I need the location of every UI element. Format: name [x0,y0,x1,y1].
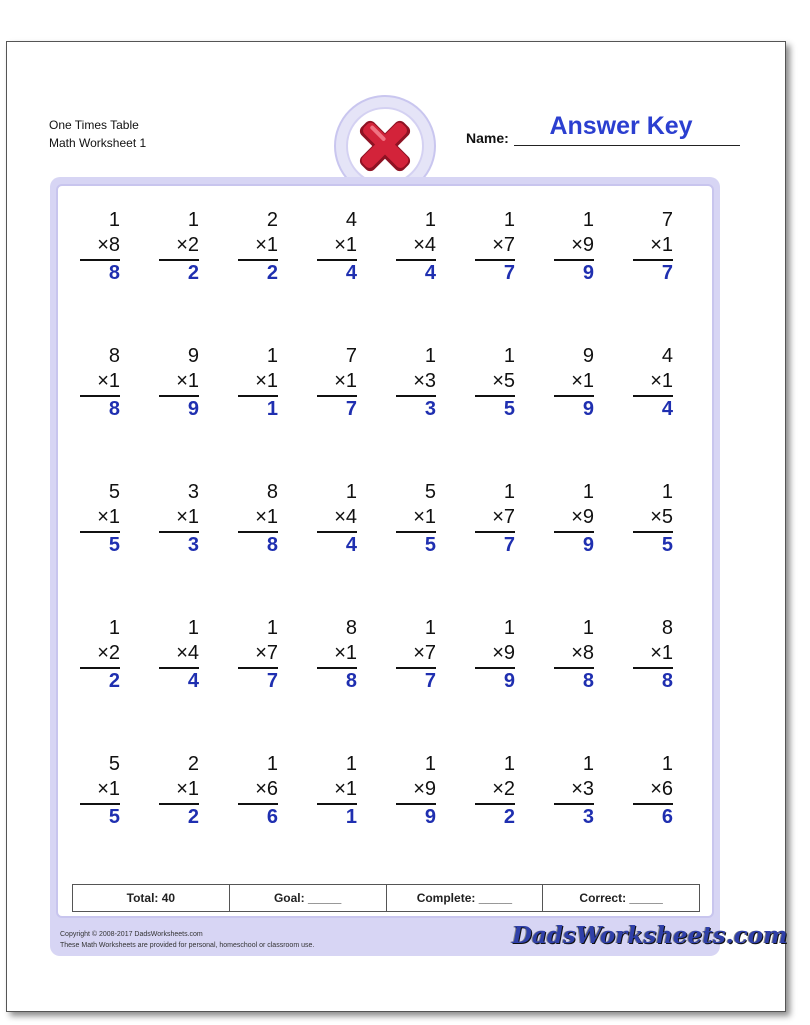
problem-operator: ×1 [255,234,278,256]
problem-top: 1 [187,209,199,231]
problem [317,344,357,422]
problem-top: 7 [661,209,673,231]
name-field-line [514,145,740,146]
problem-answer: 5 [475,395,515,422]
problem-operator: ×3 [413,370,436,392]
problem-operator: ×9 [413,778,436,800]
goal-cell: Goal: _____ [230,885,387,911]
problem-answer: 3 [554,803,594,830]
problem-operator: ×1 [650,234,673,256]
problem-operator: ×2 [176,234,199,256]
problem-operator: ×4 [176,642,199,664]
problem [159,616,199,694]
problem [475,616,515,694]
problem [475,480,515,558]
problem-answer: 2 [238,259,278,286]
problem [633,208,673,286]
problem-top: 1 [266,617,278,639]
problem-answer: 8 [80,395,120,422]
problem-answer: 8 [238,531,278,558]
problem-top: 1 [503,345,515,367]
problem-top: 8 [661,617,673,639]
problem-operator: ×4 [413,234,436,256]
copyright [60,929,314,951]
copyright-line: Copyright © 2008-2017 DadsWorksheets.com [60,931,203,938]
problem-operator: ×1 [334,778,357,800]
correct-cell: Correct: _____ [579,891,663,905]
problem-top: 5 [108,481,120,503]
problem-operator: ×7 [492,506,515,528]
problem-operator: ×1 [650,370,673,392]
problem-top: 1 [424,209,436,231]
problem-top: 1 [424,345,436,367]
brand-logo: DadsWorksheets.com [512,922,788,949]
problem [80,752,120,830]
problem [396,208,436,286]
problem [317,752,357,830]
problem-top: 3 [187,481,199,503]
problem [633,480,673,558]
problem [238,208,278,286]
problem-answer: 1 [238,395,278,422]
problem [396,480,436,558]
problem-answer: 3 [159,531,199,558]
total-cell: Total: 40 [73,885,230,911]
problem-top: 1 [582,209,594,231]
problem-operator: ×5 [650,506,673,528]
problem-answer: 4 [159,667,199,694]
usage-line: These Math Worksheets are provided for personal, homeschool or classroom use. [60,942,315,949]
problem-answer: 6 [633,803,673,830]
problem-answer: 7 [396,667,436,694]
problem [80,616,120,694]
problem-answer: 9 [475,667,515,694]
problem-answer: 3 [396,395,436,422]
problem-answer: 9 [554,395,594,422]
problem-answer: 6 [238,803,278,830]
complete-cell: Complete: _____ [387,885,544,911]
problem-operator: ×1 [334,370,357,392]
problem-top: 1 [503,209,515,231]
problem [475,752,515,830]
problem-top: 8 [345,617,357,639]
problem-answer: 9 [554,259,594,286]
problem-answer: 7 [238,667,278,694]
problem [80,344,120,422]
problem-top: 4 [661,345,673,367]
problem [554,752,594,830]
problem-top: 8 [266,481,278,503]
problem-answer: 1 [317,803,357,830]
problem-answer: 4 [317,259,357,286]
problem-top: 1 [661,481,673,503]
problem-answer: 8 [317,667,357,694]
problem-answer: 5 [80,531,120,558]
name-value: Answer Key [549,112,693,140]
problem-top: 1 [345,481,357,503]
problem-operator: ×1 [334,234,357,256]
problem-top: 1 [108,209,120,231]
problem-top: 1 [345,753,357,775]
problem [554,480,594,558]
problem [80,480,120,558]
problem-answer: 9 [396,803,436,830]
problem-answer: 7 [317,395,357,422]
problem [238,344,278,422]
problem-operator: ×2 [492,778,515,800]
problem [159,480,199,558]
problem [396,344,436,422]
problem-top: 5 [424,481,436,503]
problem-top: 8 [108,345,120,367]
problem [475,344,515,422]
red-x-icon [352,113,418,179]
problem [554,344,594,422]
problem-top: 1 [424,753,436,775]
problem [317,208,357,286]
problem [475,208,515,286]
worksheet-title: One Times Table [49,118,139,132]
problem-operator: ×1 [97,370,120,392]
problem-top: 1 [503,481,515,503]
problem [633,344,673,422]
problem-answer: 4 [317,531,357,558]
problem-answer: 2 [159,259,199,286]
problem-operator: ×7 [255,642,278,664]
problem [554,208,594,286]
problem-operator: ×4 [334,506,357,528]
problem-top: 1 [582,481,594,503]
problem [554,616,594,694]
problem-operator: ×1 [413,506,436,528]
problem-top: 1 [503,617,515,639]
problem-answer: 4 [396,259,436,286]
problem-operator: ×1 [255,370,278,392]
problem-operator: ×2 [97,642,120,664]
problem [159,752,199,830]
problem [238,480,278,558]
problem-operator: ×6 [650,778,673,800]
problem-operator: ×3 [571,778,594,800]
problem-answer: 8 [80,259,120,286]
problem-operator: ×1 [176,506,199,528]
problem-top: 1 [266,345,278,367]
problem [159,344,199,422]
problem [159,208,199,286]
problem-operator: ×6 [255,778,278,800]
problem-top: 4 [345,209,357,231]
problem [633,752,673,830]
problem-answer: 8 [554,667,594,694]
problem [80,208,120,286]
problem-top: 7 [345,345,357,367]
problem-top: 1 [582,617,594,639]
problem-operator: ×1 [571,370,594,392]
problem [238,616,278,694]
problem-answer: 2 [80,667,120,694]
name-label: Name: [466,130,509,146]
problem-answer: 9 [159,395,199,422]
problem-answer: 2 [159,803,199,830]
problem [317,616,357,694]
summary-bar [72,884,700,912]
problem-answer: 4 [633,395,673,422]
problem-answer: 2 [475,803,515,830]
problem-top: 1 [582,753,594,775]
problem-top: 9 [187,345,199,367]
problem-top: 1 [424,617,436,639]
worksheet-subtitle: Math Worksheet 1 [49,136,147,150]
problem-top: 2 [266,209,278,231]
problem-operator: ×5 [492,370,515,392]
problem-top: 1 [503,753,515,775]
problem-top: 9 [582,345,594,367]
problem-answer: 7 [475,531,515,558]
problem-top: 1 [661,753,673,775]
problem-operator: ×9 [492,642,515,664]
problem [317,480,357,558]
problem-top: 2 [187,753,199,775]
problem-answer: 9 [554,531,594,558]
problem-area [56,184,714,918]
problem-operator: ×8 [571,642,594,664]
problem-top: 5 [108,753,120,775]
problem-operator: ×8 [97,234,120,256]
problem-operator: ×1 [97,506,120,528]
problem [396,752,436,830]
problem-operator: ×1 [176,778,199,800]
problem-answer: 7 [633,259,673,286]
problem-operator: ×1 [176,370,199,392]
problem-operator: ×1 [334,642,357,664]
problem-operator: ×1 [255,506,278,528]
problem [633,616,673,694]
problem-answer: 5 [396,531,436,558]
problem-operator: ×7 [413,642,436,664]
problem [396,616,436,694]
problem-answer: 5 [80,803,120,830]
problem-answer: 7 [475,259,515,286]
problem-answer: 5 [633,531,673,558]
problem-top: 1 [187,617,199,639]
problem-top: 1 [108,617,120,639]
problem [238,752,278,830]
problem-operator: ×7 [492,234,515,256]
problem-operator: ×1 [97,778,120,800]
problem-answer: 8 [633,667,673,694]
problem-top: 1 [266,753,278,775]
problem-operator: ×9 [571,506,594,528]
problem-operator: ×9 [571,234,594,256]
problem-operator: ×1 [650,642,673,664]
